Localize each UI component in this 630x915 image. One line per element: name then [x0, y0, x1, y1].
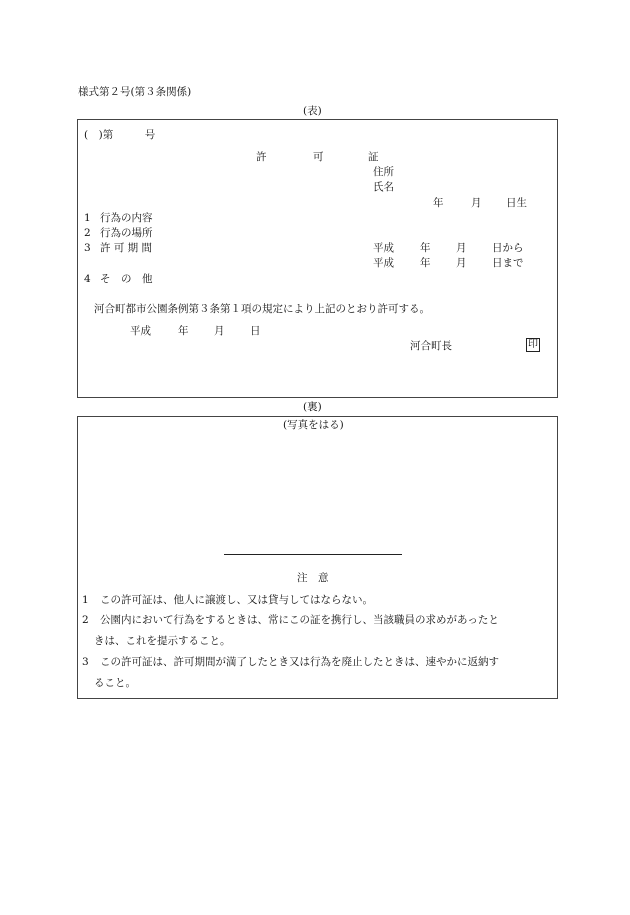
item-1-num: 1: [84, 212, 91, 224]
item-3-num: 3: [84, 242, 91, 254]
note-1-num: 1: [82, 594, 89, 606]
period-from-era: 平成: [373, 242, 394, 254]
period-from-day: 日から: [492, 242, 524, 254]
item-3-label: 許 可 期 間: [100, 242, 153, 254]
permit-statement: 河合町都市公園条例第３条第１項の規定により上記のとおり許可する。: [94, 303, 430, 315]
note-2-line-2: きは、これを提示すること。: [94, 635, 231, 647]
item-2-num: 2: [84, 227, 91, 239]
permit-number-line: ( )第 号: [84, 129, 156, 141]
item-1-label: 行為の内容: [100, 212, 153, 224]
issuer-title: 河合町長: [410, 340, 452, 352]
period-to-day: 日まで: [492, 257, 524, 269]
note-3-num: 3: [82, 656, 89, 668]
period-to-month: 月: [456, 257, 467, 269]
name-label: 氏名: [373, 181, 394, 193]
period-from-year: 年: [420, 242, 431, 254]
notes-title: 注 意: [297, 572, 329, 584]
period-to-year: 年: [420, 257, 431, 269]
note-1-line-1: この許可証は、他人に譲渡し、又は貸与してはならない。: [100, 594, 373, 606]
period-from-month: 月: [456, 242, 467, 254]
issue-date-month: 月: [214, 325, 225, 337]
note-3-line-1: この許可証は、許可期間が満了したとき又は行為を廃止したときは、速やかに返納す: [100, 656, 499, 668]
title-char-2: 可: [313, 151, 324, 163]
form-label: 様式第２号(第３条関係): [78, 86, 192, 98]
birth-year: 年: [433, 197, 444, 209]
birth-month: 月: [471, 197, 482, 209]
period-to-era: 平成: [373, 257, 394, 269]
photo-label: (写真をはる): [283, 419, 344, 431]
note-2-num: 2: [82, 614, 89, 626]
seal-mark: 印: [528, 339, 538, 350]
title-char-3: 証: [368, 151, 379, 163]
issue-date-era: 平成: [130, 325, 151, 337]
title-char-1: 許: [256, 151, 267, 163]
item-4-label: そ の 他: [100, 273, 153, 285]
issue-date-day: 日: [250, 325, 261, 337]
note-3-line-2: ること。: [94, 677, 136, 689]
item-2-label: 行為の場所: [100, 227, 153, 239]
address-label: 住所: [373, 166, 394, 178]
birth-day: 日生: [506, 197, 527, 209]
back-side-label: (裏): [303, 401, 322, 413]
photo-area-line: [224, 554, 402, 555]
note-2-line-1: 公園内において行為をするときは、常にこの証を携行し、当該職員の求めがあったと: [100, 614, 499, 626]
front-side-label: (表): [303, 105, 322, 117]
issue-date-year: 年: [178, 325, 189, 337]
item-4-num: 4: [84, 273, 91, 285]
